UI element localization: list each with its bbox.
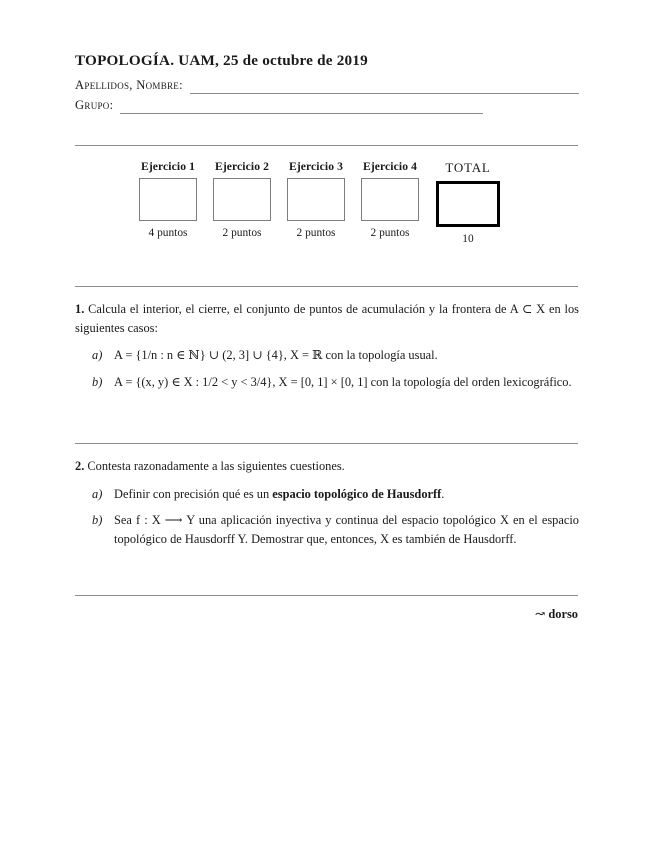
group-field-row xyxy=(75,97,579,114)
problem-1-stem xyxy=(75,300,579,337)
separator-rule-top xyxy=(75,145,578,146)
problem-2-item-b-text: Sea f : X ⟶ Y una aplicación inyectiva y continua del espacio topológico X en el espacio topológico de Hausdorff Y. Demostrar que, entonces, X es también de Hausdorff. xyxy=(114,513,579,546)
problem-2 xyxy=(75,457,579,556)
problem-1-item-b xyxy=(75,373,579,392)
problem-2-item-a xyxy=(75,485,579,504)
problem-1-items xyxy=(75,346,579,391)
problem-2-items xyxy=(75,485,579,549)
grade-column-exercise-4 xyxy=(353,160,427,239)
grade-column-total xyxy=(427,160,509,245)
problem-2-item-a-text xyxy=(114,485,579,504)
problem-1-item-a-text: A = {1/n : n ∈ ℕ} ∪ (2, 3] ∪ {4}, X = ℝ con la topología usual. xyxy=(114,348,438,362)
name-field-label: Apellidos, Nombre: xyxy=(75,78,183,92)
problem-2-item-b-marker: b) xyxy=(92,513,103,527)
problem-2-stem xyxy=(75,457,579,476)
grade-header-total: TOTAL xyxy=(445,160,491,175)
grading-table xyxy=(131,160,509,245)
problem-2-number: 2. xyxy=(75,459,85,473)
problem-2-item-a-text-tail: . xyxy=(441,486,445,501)
separator-rule-after-table xyxy=(75,286,578,287)
name-write-line[interactable] xyxy=(190,82,579,94)
page-title: TOPOLOGÍA. UAM, 25 de octubre de 2019 xyxy=(75,52,368,69)
footer-label: dorso xyxy=(548,607,578,621)
name-field-row xyxy=(75,77,579,94)
grade-points-total: 10 xyxy=(462,233,474,245)
grade-column-exercise-3 xyxy=(279,160,353,239)
footer xyxy=(75,606,578,622)
problem-1-item-b-marker: b) xyxy=(92,374,103,389)
grade-points-exercise-3: 2 puntos xyxy=(296,227,336,239)
problem-2-item-a-marker: a) xyxy=(92,486,103,501)
separator-rule-before-problem-2 xyxy=(75,443,578,444)
group-field-label: Grupo: xyxy=(75,98,114,112)
grade-box-exercise-4[interactable] xyxy=(361,178,419,221)
document-header xyxy=(75,52,579,117)
problem-1-item-a-marker: a) xyxy=(92,348,103,362)
grade-header-exercise-3: Ejercicio 3 xyxy=(288,160,343,173)
separator-rule-bottom xyxy=(75,595,578,596)
problem-1-item-b-text: A = {(x, y) ∈ X : 1/2 < y < 3/4}, X = [0, 1] × [0, 1] con la topología del orden lexicográfico. xyxy=(114,374,572,389)
grade-column-exercise-2 xyxy=(205,160,279,239)
problem-2-item-b xyxy=(75,511,579,548)
problem-2-statement: Contesta razonadamente a las siguientes cuestiones. xyxy=(87,459,345,473)
grade-box-exercise-3[interactable] xyxy=(287,178,345,221)
grade-points-exercise-2: 2 puntos xyxy=(222,227,262,239)
problem-1-number: 1. xyxy=(75,302,85,316)
grade-header-exercise-1: Ejercicio 1 xyxy=(140,160,195,173)
grade-box-total[interactable] xyxy=(436,181,500,227)
grade-column-exercise-1 xyxy=(131,160,205,239)
grade-box-exercise-1[interactable] xyxy=(139,178,197,221)
squiggly-arrow-icon: ↝ xyxy=(534,606,546,621)
problem-1-statement: Calcula el interior, el cierre, el conjunto de puntos de acumulación y la frontera de A ⊂ X en los siguientes casos: xyxy=(75,302,579,335)
problem-2-item-a-term: espacio topológico de Hausdorff xyxy=(272,486,442,501)
problem-2-item-a-text-lead: Definir con precisión qué es un xyxy=(114,486,273,501)
grade-header-exercise-4: Ejercicio 4 xyxy=(362,160,417,173)
grade-points-exercise-1: 4 puntos xyxy=(148,227,188,239)
problem-1-item-a xyxy=(75,346,579,365)
problem-1 xyxy=(75,300,579,399)
group-write-line[interactable] xyxy=(120,102,483,114)
grade-header-exercise-2: Ejercicio 2 xyxy=(214,160,269,173)
grade-points-exercise-4: 2 puntos xyxy=(370,227,410,239)
grade-box-exercise-2[interactable] xyxy=(213,178,271,221)
